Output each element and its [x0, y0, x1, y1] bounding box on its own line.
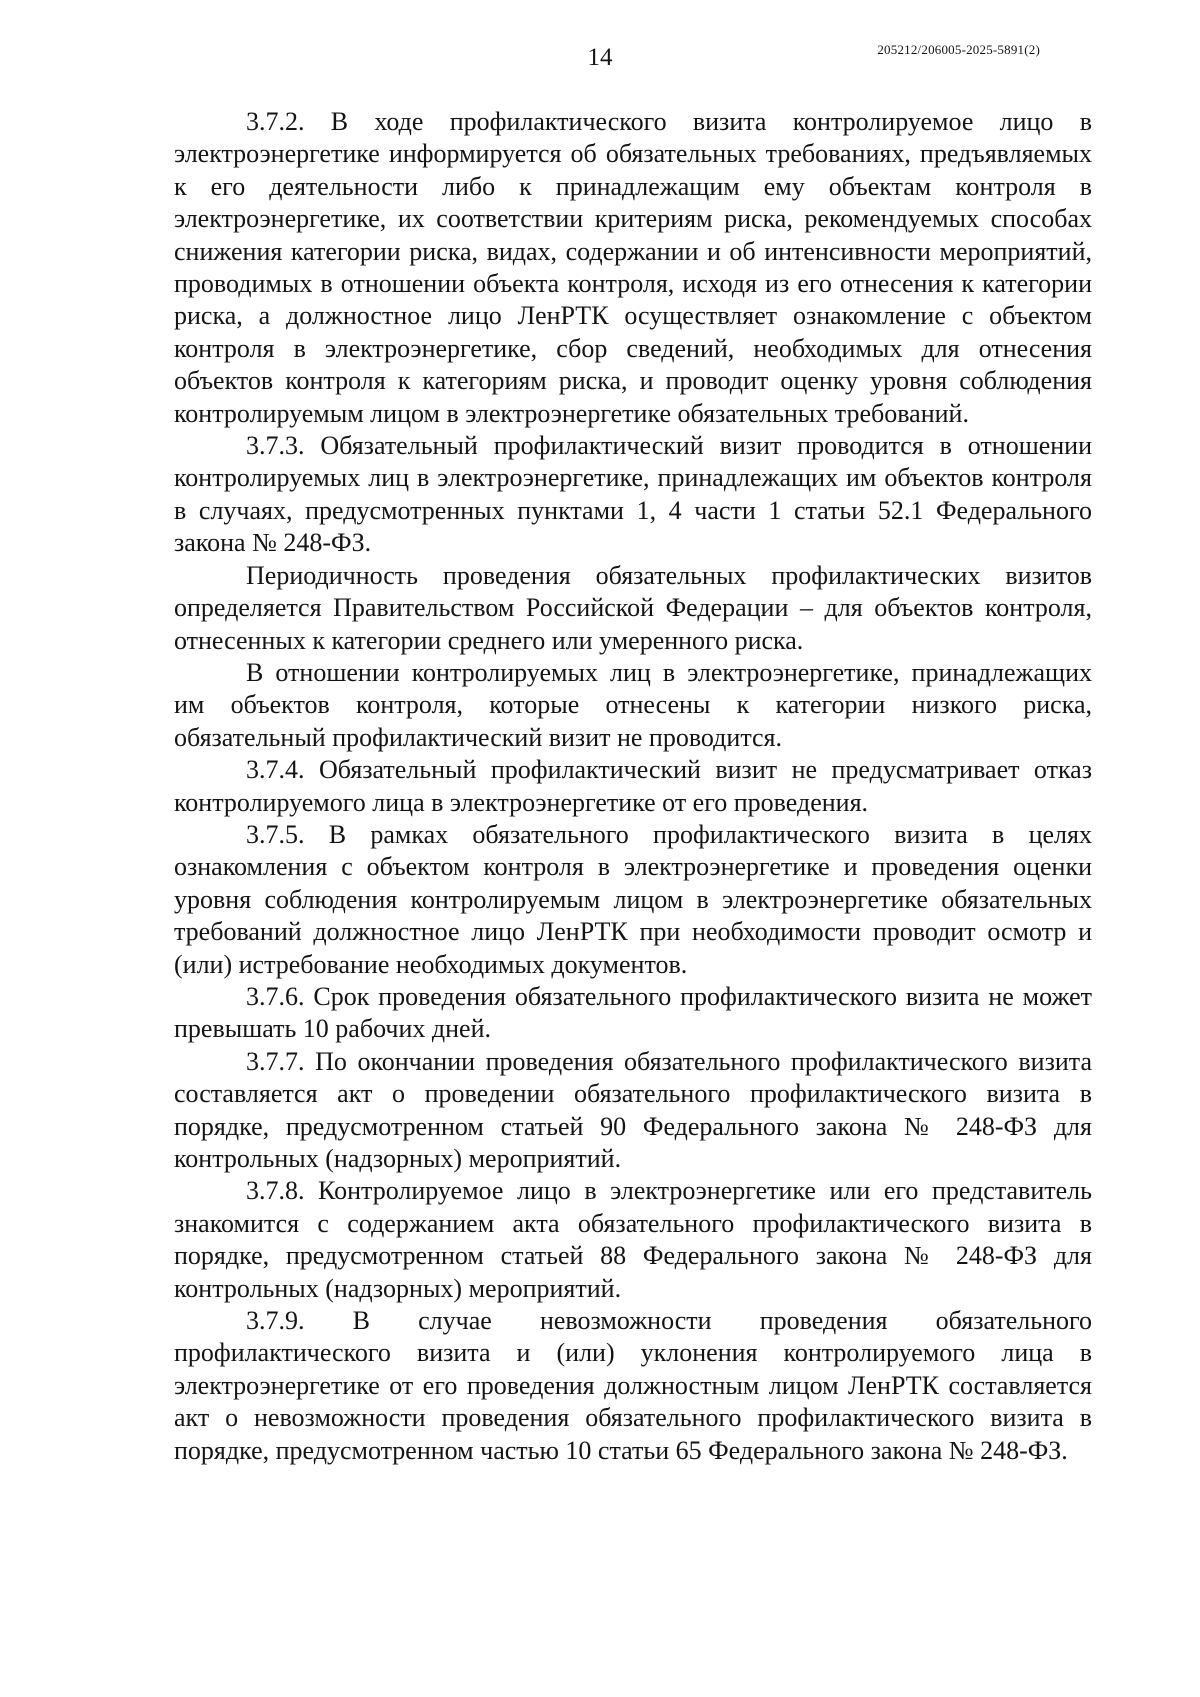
paragraph-periodicity: Периодичность проведения обязательных профилактических визитов определяется Правительством Российской Федерации – для объектов контроля, отнесенных к категории среднего или умеренного риска. — [174, 560, 1092, 655]
paragraph-3-7-4: 3.7.4. Обязательный профилактический визит не предусматривает отказ контролируемого лица в электроэнергетике от его проведения. — [174, 755, 1092, 817]
paragraph-3-7-2: 3.7.2. В ходе профилактического визита контролируемое лицо в электроэнергетике информируется об обязательных требованиях, предъявляемых к его деятельности либо к принадлежащим ему объектам контроля в электроэнергетике, их соответствии критериям риска, рекомендуемых способах снижения категории риска, видах, содержании и об интенсивности мероприятий, проводимых в отношении объекта контроля, исходя из его отнесения к категории риска, а должностное лицо ЛенРТК осуществляет ознакомление с объектом контроля в электроэнергетике, сбор сведений, необходимых для отнесения объектов контроля к категориям риска, и проводит оценку уровня соблюдения контролируемым лицом в электроэнергетике обязательных требований. — [174, 107, 1092, 428]
page-number: 14 — [587, 44, 613, 71]
paragraph-3-7-9: 3.7.9. В случае невозможности проведения обязательного профилактического визита и (или) уклонения контролируемого лица в электроэнергетике от его проведения должностным лицом ЛенРТК составляется акт о невозможности проведения обязательного профилактического визита в порядке, предусмотренном частью 10 статьи 65 Федерального закона № 248-ФЗ. — [174, 1306, 1092, 1465]
paragraph-3-7-5: 3.7.5. В рамках обязательного профилактического визита в целях ознакомления с объектом контроля в электроэнергетике и проведения оценки уровня соблюдения контролируемым лицом в электроэнергетике обязательных требований должностное лицо ЛенРТК при необходимости проводит осмотр и (или) истребование необходимых документов. — [174, 819, 1092, 979]
paragraph-3-7-6: 3.7.6. Срок проведения обязательного профилактического визита не может превышать 10 рабочих дней. — [174, 981, 1092, 1044]
paragraph-low-risk: В отношении контролируемых лиц в электроэнергетике, принадлежащих им объектов контроля, которые отнесены к категории низкого риска, обязательный профилактический визит не проводится. — [174, 657, 1092, 752]
paragraph-3-7-3: 3.7.3. Обязательный профилактический визит проводится в отношении контролируемых лиц в электроэнергетике, принадлежащих им объектов контроля в случаях, предусмотренных пунктами 1, 4 части 1 статьи 52.1 Федерального закона № 248-ФЗ. — [174, 431, 1092, 558]
document-code: 205212/206005-2025-5891(2) — [877, 42, 1040, 57]
paragraph-3-7-8: 3.7.8. Контролируемое лицо в электроэнергетике или его представитель знакомится с содержанием акта обязательного профилактического визита в порядке, предусмотренном статьей 88 Федерального закона № 248-ФЗ для контрольных (надзорных) мероприятий. — [174, 1176, 1092, 1303]
document-body — [174, 106, 1092, 1467]
paragraph-3-7-7: 3.7.7. По окончании проведения обязательного профилактического визита составляется акт о проведении обязательного профилактического визита в порядке, предусмотренном статьей 90 Федерального закона № 248-ФЗ для контрольных (надзорных) мероприятий. — [174, 1046, 1092, 1173]
